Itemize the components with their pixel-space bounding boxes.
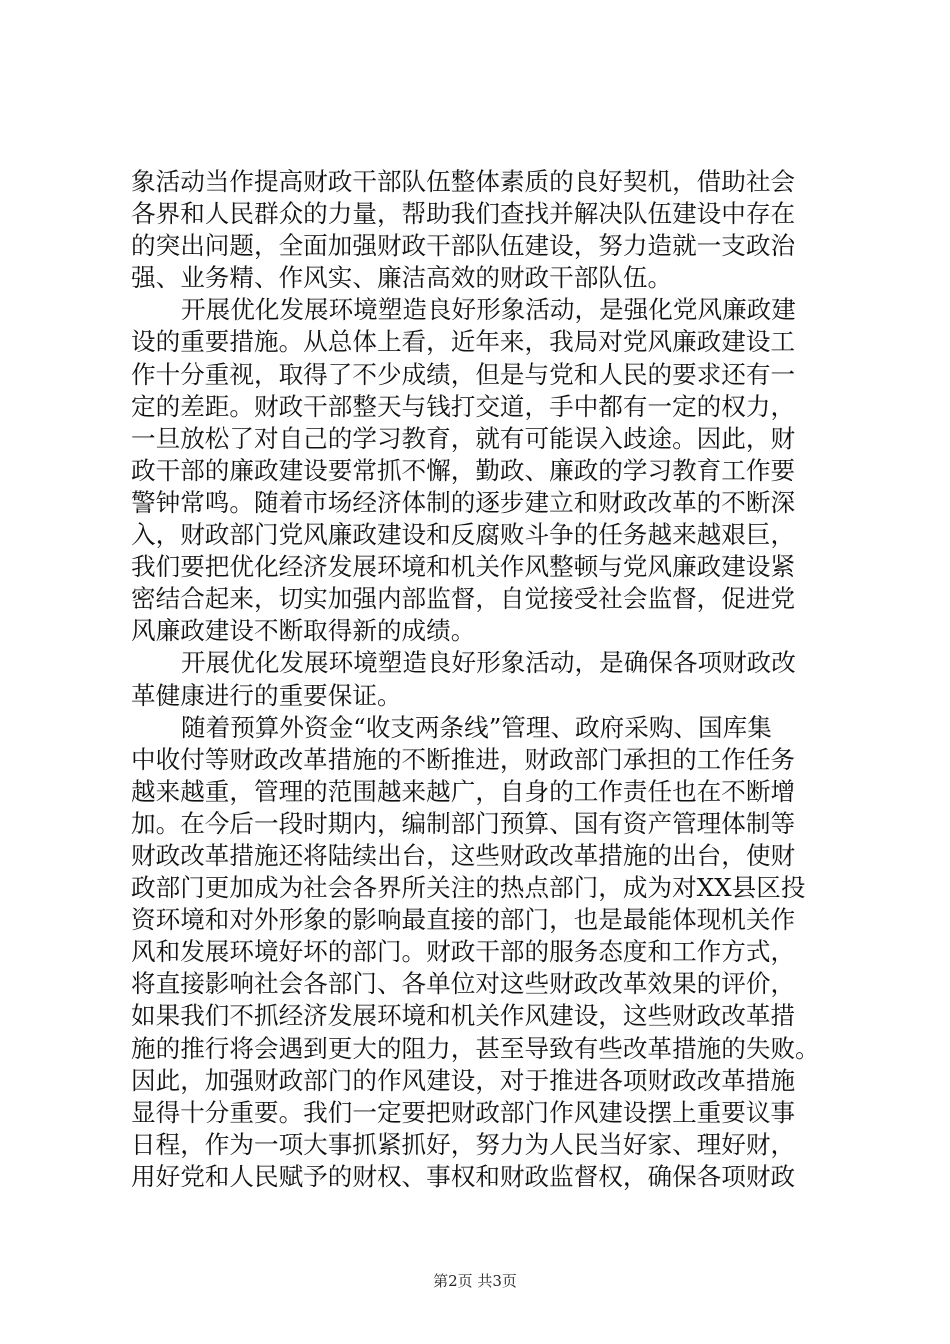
paragraph-first-line: 随着预算外资金“收支两条线”管理、政府采购、国库集 xyxy=(181,712,772,742)
text-line: 各界和人民群众的力量，帮助我们查找并解决队伍建设中存在 xyxy=(131,199,796,229)
text-line: 警钟常鸣。随着市场经济体制的逐步建立和财政改革的不断深 xyxy=(131,487,796,517)
text-line: 作十分重视，取得了不少成绩，但是与党和人民的要求还有一 xyxy=(131,359,796,389)
document-body xyxy=(131,166,831,1193)
text-line: 入，财政部门党风廉政建设和反腐败斗争的任务越来越艰巨， xyxy=(131,520,796,550)
page-footer: 第2页 共3页 xyxy=(433,1272,517,1290)
paragraph-first-line: 开展优化发展环境塑造良好形象活动，是确保各项财政改 xyxy=(181,648,796,678)
text-line: 设的重要措施。从总体上看，近年来，我局对党风廉政建设工 xyxy=(131,327,796,357)
text-line: 风廉政建设不断取得新的成绩。 xyxy=(131,616,476,646)
text-line: 将直接影响社会各部门、各单位对这些财政改革效果的评价， xyxy=(131,969,796,999)
text-line: 加。在今后一段时期内，编制部门预算、国有资产管理体制等 xyxy=(131,808,796,838)
text-line: 一旦放松了对自己的学习教育，就有可能误入歧途。因此，财 xyxy=(131,423,796,453)
text-line: 财政改革措施还将陆续出台，这些财政改革措施的出台，使财 xyxy=(131,840,796,870)
text-line: 显得十分重要。我们一定要把财政部门作风建设摆上重要议事 xyxy=(131,1097,796,1127)
text-line: 日程，作为一项大事抓紧抓好，努力为人民当好家、理好财， xyxy=(131,1129,796,1159)
text-line: 施的推行将会遇到更大的阻力，甚至导致有些改革措施的失败。 xyxy=(131,1033,820,1063)
text-line: 象活动当作提高财政干部队伍整体素质的良好契机，借助社会 xyxy=(131,167,796,196)
text-line: 密结合起来，切实加强内部监督，自觉接受社会监督，促进党 xyxy=(131,584,796,614)
text-line: 因此，加强财政部门的作风建设，对于推进各项财政改革措施 xyxy=(131,1065,796,1095)
text-line: 我们要把优化经济发展环境和机关作风整顿与党风廉政建设紧 xyxy=(131,552,796,582)
text-line: 如果我们不抓经济发展环境和机关作风建设，这些财政改革措 xyxy=(131,1001,796,1031)
text-line: 风和发展环境好坏的部门。财政干部的服务态度和工作方式， xyxy=(131,937,796,967)
text-line: 政干部的廉政建设要常抓不懈，勤政、廉政的学习教育工作要 xyxy=(131,455,796,485)
text-line: 中收付等财政改革措施的不断推进，财政部门承担的工作任务 xyxy=(131,744,796,774)
paragraph-first-line: 开展优化发展环境塑造良好形象活动，是强化党风廉政建 xyxy=(181,295,796,325)
text-line: 政部门更加成为社会各界所关注的热点部门，成为对XX县区投 xyxy=(131,873,806,903)
text-line: 资环境和对外形象的影响最直接的部门，也是最能体现机关作 xyxy=(131,905,796,935)
text-line: 越来越重，管理的范围越来越广，自身的工作责任也在不断增 xyxy=(131,776,796,806)
text-line: 用好党和人民赋予的财权、事权和财政监督权，确保各项财政 xyxy=(131,1161,796,1191)
text-line: 的突出问题，全面加强财政干部队伍建设，努力造就一支政治 xyxy=(131,231,796,261)
text-line: 革健康进行的重要保证。 xyxy=(131,680,402,710)
text-line: 强、业务精、作风实、廉洁高效的财政干部队伍。 xyxy=(131,263,673,293)
text-line: 定的差距。财政干部整天与钱打交道，手中都有一定的权力， xyxy=(131,391,796,421)
